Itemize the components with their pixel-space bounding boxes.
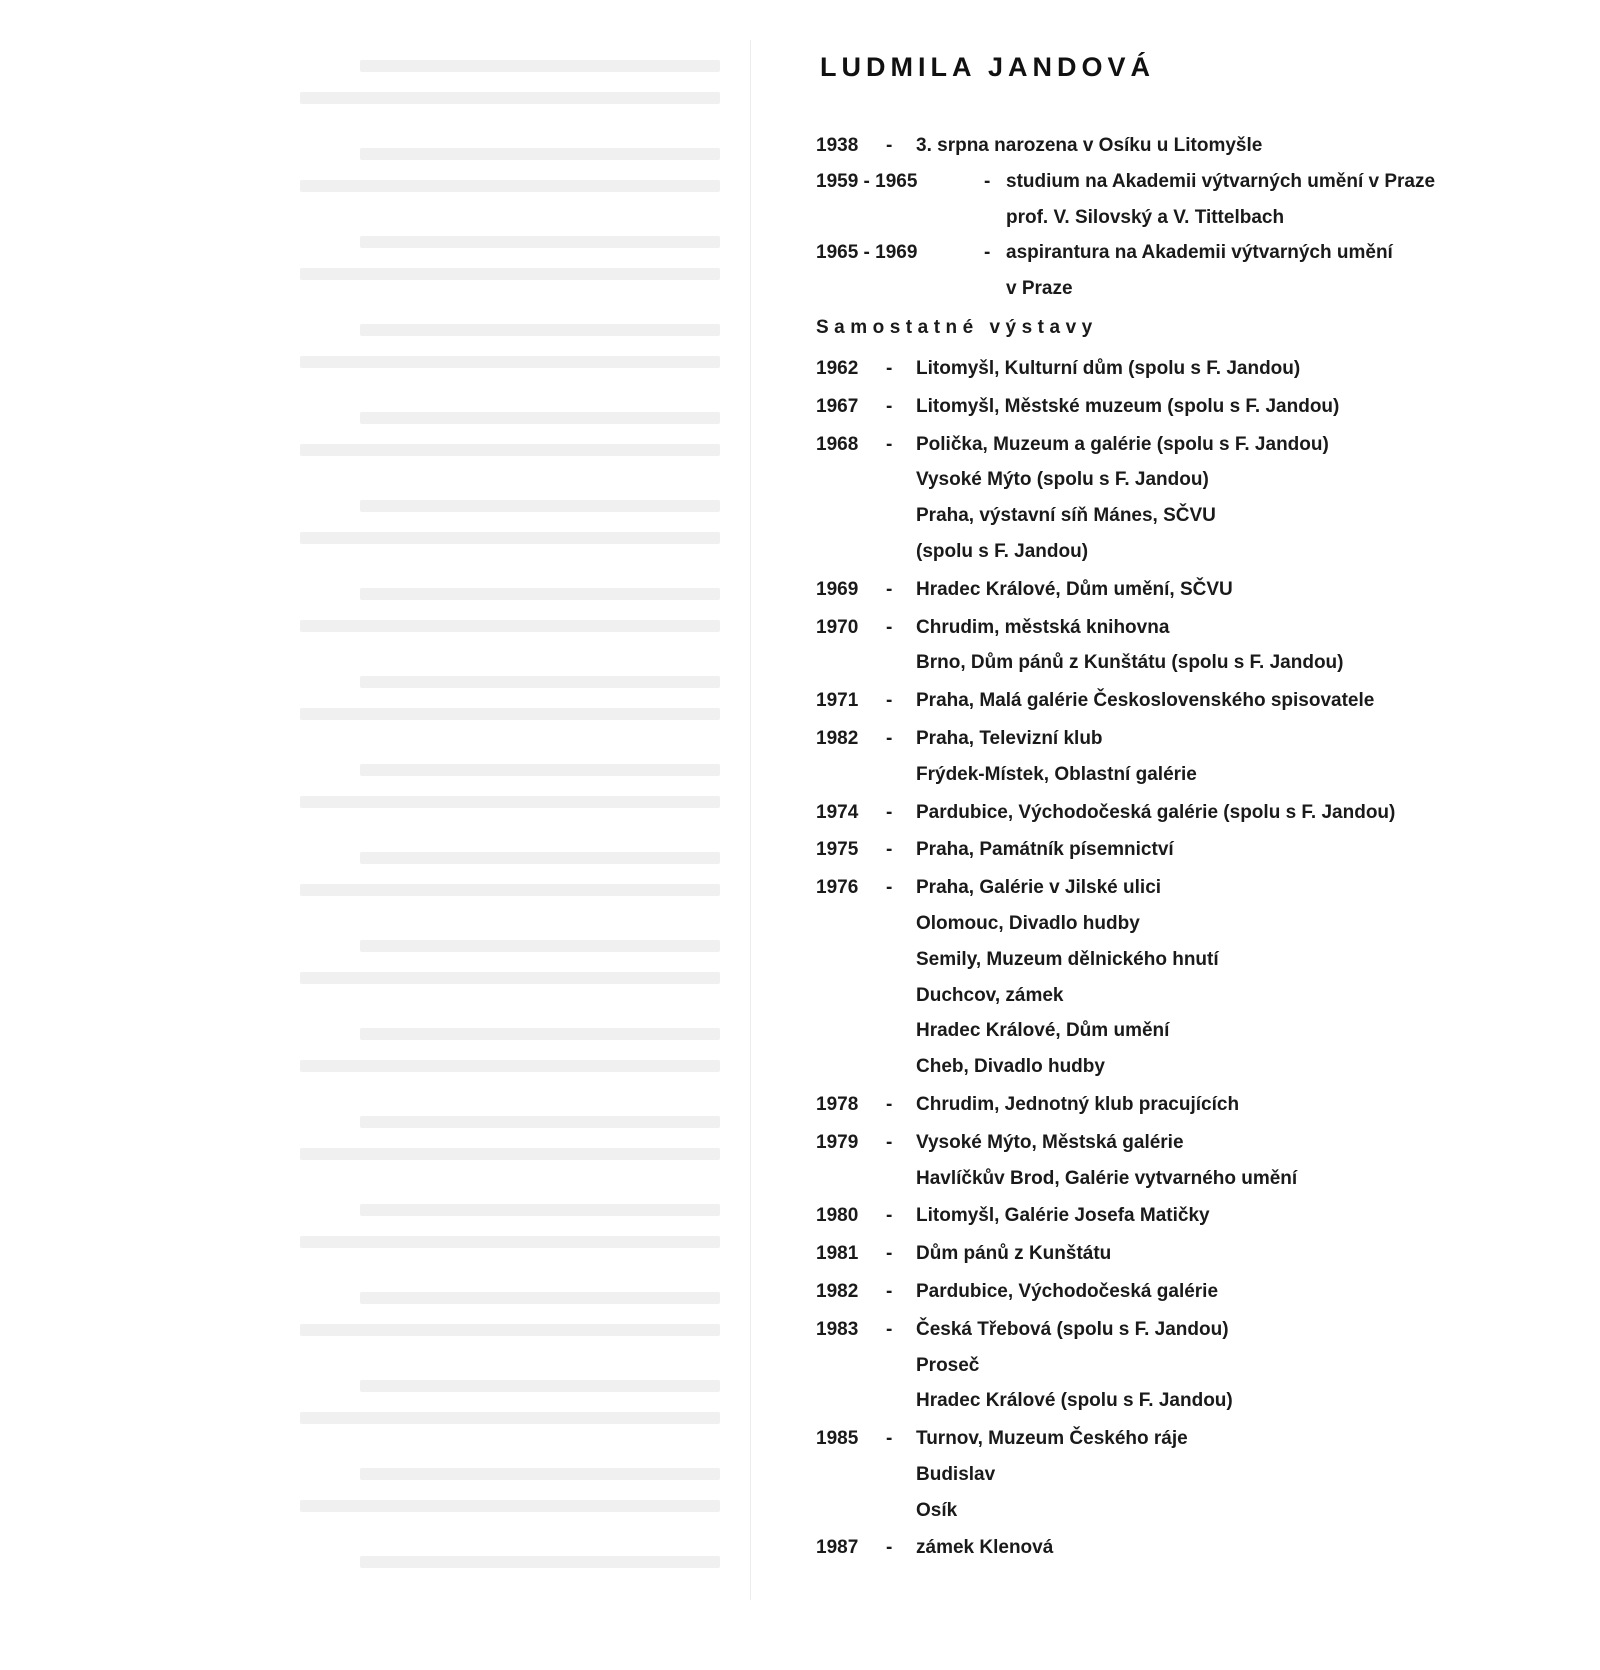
- exhibition-place: Hradec Králové, Dům umění, SČVU: [916, 578, 1233, 600]
- exhibition-place: Vysoké Mýto (spolu s F. Jandou): [916, 469, 1209, 491]
- bio-dash: -: [984, 170, 991, 192]
- exhibition-place: (spolu s F. Jandou): [916, 540, 1089, 562]
- exhibition-place: Praha, výstavní síň Mánes, SČVU: [916, 505, 1216, 527]
- exhibition-year: 1980: [816, 1205, 859, 1227]
- exhibition-place: Osík: [916, 1499, 958, 1521]
- exhibition-year: 1968: [816, 433, 859, 455]
- exhibition-places: [916, 1530, 1536, 1566]
- exhibition-places: [916, 351, 1536, 387]
- exhibition-places: [916, 1274, 1536, 1310]
- exhibition-row: [816, 572, 1536, 608]
- exhibition-list: [816, 351, 1536, 1566]
- exhibition-place: Cheb, Divadlo hudby: [916, 1056, 1105, 1078]
- exhibition-row: [816, 795, 1536, 831]
- exhibition-place: Hradec Králové (spolu s F. Jandou): [916, 1390, 1233, 1412]
- exhibition-place: Pardubice, Východočeská galérie (spolu s F. Jandou): [916, 801, 1396, 823]
- exhibition-place: Vysoké Mýto, Městská galérie: [916, 1131, 1184, 1153]
- exhibition-year: 1982: [816, 727, 859, 749]
- exhibition-place: Budislav: [916, 1463, 996, 1485]
- exhibition-place: Česká Třebová (spolu s F. Jandou): [916, 1318, 1229, 1340]
- section-heading: Samostatné výstavy: [816, 316, 1098, 338]
- exhibition-place: Duchcov, zámek: [916, 984, 1064, 1006]
- exhibition-place: Proseč: [916, 1354, 980, 1376]
- exhibition-places: [916, 1198, 1536, 1234]
- bio-year: 1938: [816, 135, 859, 156]
- bio-dash: -: [886, 135, 893, 156]
- page-title: LUDMILA JANDOVÁ: [820, 52, 1155, 82]
- exhibition-dash: -: [886, 877, 893, 899]
- exhibition-year: 1978: [816, 1093, 859, 1115]
- exhibition-places: [916, 610, 1536, 682]
- exhibition-year: 1979: [816, 1131, 859, 1153]
- exhibition-places: [916, 832, 1536, 868]
- exhibition-year: 1985: [816, 1428, 859, 1450]
- exhibition-places: [916, 1125, 1536, 1197]
- exhibition-row: [816, 427, 1536, 570]
- exhibition-place: Praha, Malá galérie Československého spisovatele: [916, 690, 1375, 712]
- exhibition-year: 1987: [816, 1537, 859, 1559]
- exhibition-place: Praha, Galérie v Jilské ulici: [916, 877, 1162, 899]
- exhibition-year: 1982: [816, 1280, 859, 1302]
- exhibition-dash: -: [886, 395, 893, 417]
- bio-row: [816, 128, 1536, 164]
- exhibition-place: Turnov, Muzeum Českého ráje: [916, 1428, 1188, 1450]
- exhibition-dash: -: [886, 578, 893, 600]
- bio-dash: -: [984, 242, 991, 264]
- exhibition-row: [816, 1125, 1536, 1197]
- bio-row: [816, 164, 1536, 236]
- exhibition-year: 1962: [816, 357, 859, 379]
- exhibition-places: [916, 721, 1536, 793]
- exhibition-dash: -: [886, 1243, 893, 1265]
- exhibition-dash: -: [886, 1205, 893, 1227]
- exhibition-row: [816, 1236, 1536, 1272]
- exhibition-dash: -: [886, 839, 893, 861]
- exhibition-places: [916, 1312, 1536, 1419]
- exhibition-row: [816, 1421, 1536, 1528]
- exhibition-year: 1971: [816, 690, 859, 712]
- document-content: [816, 50, 1536, 1568]
- exhibition-row: [816, 610, 1536, 682]
- exhibition-dash: -: [886, 1318, 893, 1340]
- exhibition-dash: -: [886, 1093, 893, 1115]
- exhibition-places: [916, 1236, 1536, 1272]
- bio-row: [816, 235, 1536, 307]
- exhibition-dash: -: [886, 1428, 893, 1450]
- exhibition-year: 1974: [816, 801, 859, 823]
- exhibition-row: [816, 721, 1536, 793]
- exhibition-places: [916, 572, 1536, 608]
- exhibition-places: [916, 427, 1536, 570]
- bio-text: [1006, 164, 1536, 236]
- exhibition-place: Olomouc, Divadlo hudby: [916, 912, 1140, 934]
- bio-text-line: prof. V. Silovský a V. Tittelbach: [1006, 206, 1285, 228]
- exhibition-place: Havlíčkův Brod, Galérie vytvarného umění: [916, 1167, 1298, 1189]
- exhibition-place: Frýdek-Místek, Oblastní galérie: [916, 763, 1197, 785]
- exhibition-dash: -: [886, 690, 893, 712]
- exhibition-place: Praha, Televizní klub: [916, 727, 1103, 749]
- exhibition-place: zámek Klenová: [916, 1537, 1054, 1559]
- exhibition-row: [816, 1530, 1536, 1566]
- exhibition-year: 1970: [816, 616, 859, 638]
- exhibition-dash: -: [886, 616, 893, 638]
- exhibition-places: [916, 1087, 1536, 1123]
- exhibition-place: Pardubice, Východočeská galérie: [916, 1280, 1219, 1302]
- biography: [816, 128, 1536, 307]
- exhibition-year: 1969: [816, 578, 859, 600]
- exhibition-year: 1967: [816, 395, 859, 417]
- exhibition-year: 1976: [816, 877, 859, 899]
- exhibition-places: [916, 389, 1536, 425]
- bio-text-line: v Praze: [1006, 278, 1073, 300]
- exhibition-year: 1975: [816, 839, 859, 861]
- exhibition-place: Chrudim, Jednotný klub pracujících: [916, 1093, 1240, 1115]
- bio-text-line: aspirantura na Akademii výtvarných umění: [1006, 242, 1393, 264]
- exhibition-place: Litomyšl, Městské muzeum (spolu s F. Jandou): [916, 395, 1340, 417]
- exhibition-dash: -: [886, 433, 893, 455]
- exhibition-row: [816, 870, 1536, 1085]
- exhibition-row: [816, 351, 1536, 387]
- bio-text: 3. srpna narozena v Osíku u Litomyšle: [916, 135, 1263, 156]
- exhibition-place: Praha, Památník písemnictví: [916, 839, 1174, 861]
- exhibition-place: Chrudim, městská knihovna: [916, 616, 1170, 638]
- exhibition-place: Litomyšl, Galérie Josefa Matičky: [916, 1205, 1210, 1227]
- exhibition-places: [916, 870, 1536, 1085]
- exhibition-dash: -: [886, 1537, 893, 1559]
- exhibition-dash: -: [886, 801, 893, 823]
- exhibition-place: Semily, Muzeum dělnického hnutí: [916, 948, 1219, 970]
- exhibition-place: Hradec Králové, Dům umění: [916, 1020, 1170, 1042]
- bio-text: [1006, 235, 1536, 307]
- exhibition-place: Brno, Dům pánů z Kunštátu (spolu s F. Jandou): [916, 652, 1344, 674]
- exhibition-row: [816, 1274, 1536, 1310]
- bio-year: 1965 - 1969: [816, 242, 918, 264]
- exhibition-year: 1981: [816, 1243, 859, 1265]
- exhibition-row: [816, 683, 1536, 719]
- exhibition-row: [816, 389, 1536, 425]
- exhibition-row: [816, 832, 1536, 868]
- exhibition-places: [916, 795, 1536, 831]
- exhibition-places: [916, 683, 1536, 719]
- exhibition-dash: -: [886, 1131, 893, 1153]
- bio-year: 1959 - 1965: [816, 170, 918, 192]
- exhibition-row: [816, 1087, 1536, 1123]
- exhibition-year: 1983: [816, 1318, 859, 1340]
- exhibition-row: [816, 1312, 1536, 1419]
- exhibition-dash: -: [886, 727, 893, 749]
- bio-text-line: studium na Akademii výtvarných umění v Praze: [1006, 170, 1436, 192]
- exhibition-dash: -: [886, 1280, 893, 1302]
- exhibition-place: Dům pánů z Kunštátu: [916, 1243, 1112, 1265]
- exhibition-places: [916, 1421, 1536, 1528]
- exhibition-dash: -: [886, 357, 893, 379]
- exhibition-place: Litomyšl, Kulturní dům (spolu s F. Jandou): [916, 357, 1301, 379]
- exhibition-place: Polička, Muzeum a galérie (spolu s F. Jandou): [916, 433, 1329, 455]
- exhibition-row: [816, 1198, 1536, 1234]
